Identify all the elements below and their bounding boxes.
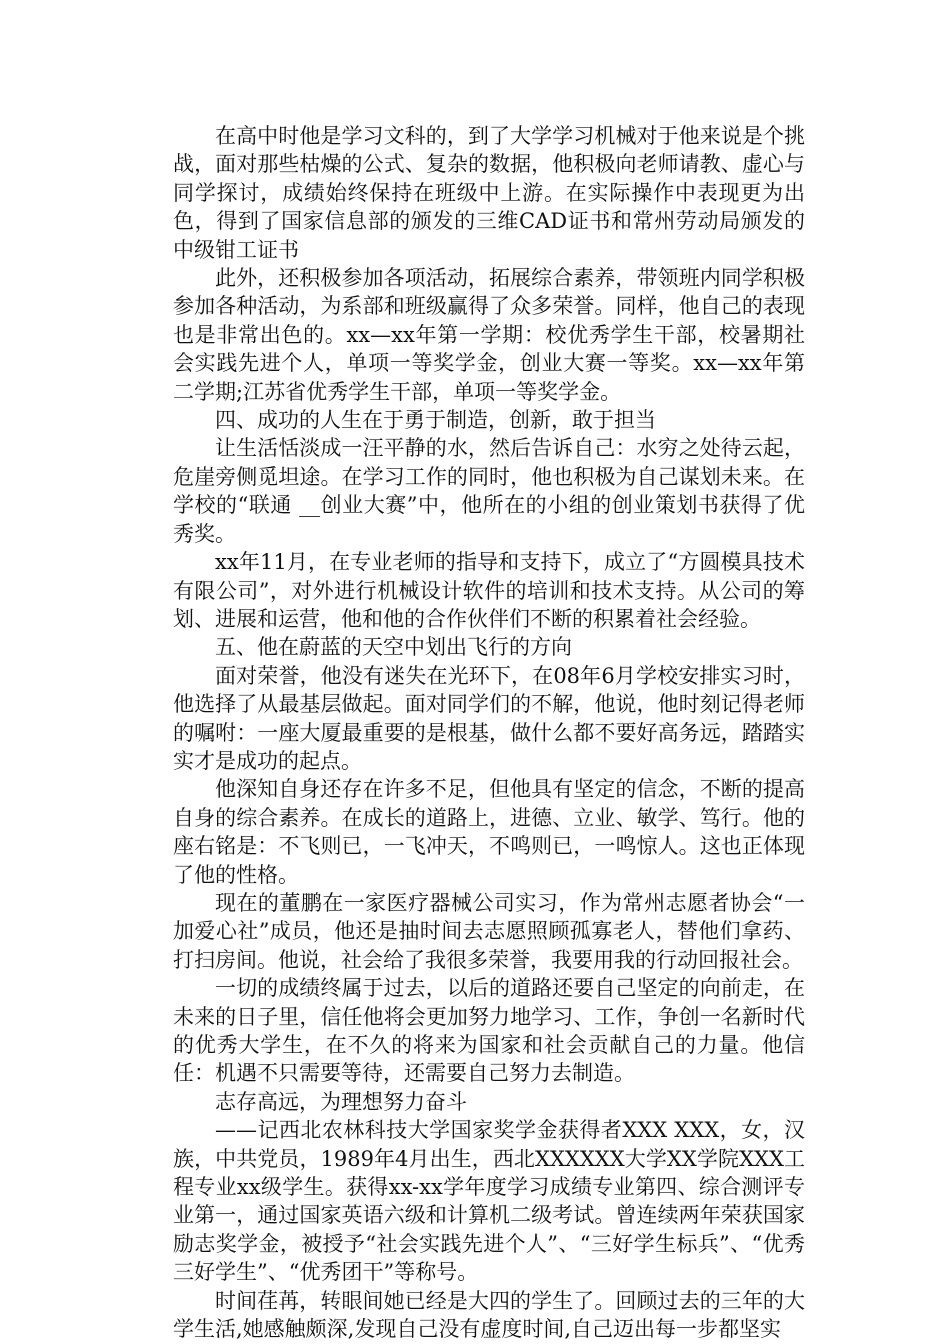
article-title: 志存高远，为理想努力奋斗: [215, 1089, 467, 1114]
paragraph: 一切的成绩终属于过去，以后的道路还要自己坚定的向前走，在未来的日子里，信任他将会更加努力地学习、工作，争创一名新时代的优秀大学生，在不久的将来为国家和社会贡献自己的力量。他信任：机遇不只需要等待，还需要自己努力去制造。: [173, 976, 805, 1086]
paragraph: 时间荏苒，转眼间她已经是大四的学生了。回顾过去的三年的大学生活,她感触颇深,发现自己没有虚度时间,自己迈出每一步都坚实: [173, 1288, 805, 1342]
paragraph: 现在的董鹏在一家医疗器械公司实习，作为常州志愿者协会“一加爱心社”成员，他还是抽时间去志愿照顾孤寡老人，替他们拿药、打扫房间。他说，社会给了我很多荣誉，我要用我的行动回报社会。: [173, 890, 805, 972]
document-body: [173, 122, 805, 1343]
paragraph: 让生活恬淡成一汪平静的水，然后告诉自己：水穷之处待云起，危崖旁侧觅坦途。在学习工作的同时，他也积极为自己谋划未来。在学校的“联通 __创业大赛”中，他所在的小组的创业策划书获得了优秀奖。: [173, 436, 805, 546]
article-subtitle-paragraph: ——记西北农林科技大学国家奖学金获得者XXX XXX，女，汉族，中共党员，1989年4月出生，西北XXXXXX大学XX学院XXX工程专业xx级学生。获得xx-xx学年度学习成绩专业第四、综合测评专业第一，通过国家英语六级和计算机二级考试。曾连续两年荣获国家励志奖学金，被授予“社会实践先进个人”、“三好学生标兵”、“优秀三好学生”、“优秀团干”等称号。: [173, 1118, 805, 1285]
paragraph: 此外，还积极参加各项活动，拓展综合素养，带领班内同学积极参加各种活动，为系部和班级赢得了众多荣誉。同样，他自己的表现也是非常出色的。xx—xx年第一学期：校优秀学生干部，校暑期社会实践先进个人，单项一等奖学金，创业大赛一等奖。xx—xx年第二学期;江苏省优秀学生干部，单项一等奖学金。: [173, 266, 805, 404]
paragraph: 他深知自身还存在许多不足，但他具有坚定的信念，不断的提高自身的综合素养。在成长的道路上，进德、立业、敏学、笃行。他的座右铭是：不飞则已，一飞冲天，不鸣则已，一鸣惊人。这也正体现了他的性格。: [173, 777, 805, 887]
paragraph: 在高中时他是学习文科的，到了大学学习机械对于他来说是个挑战，面对那些枯燥的公式、复杂的数据，他积极向老师请教、虚心与同学探讨，成绩始终保持在班级中上游。在实际操作中表现更为出色，得到了国家信息部的颁发的三维CAD证书和常州劳动局颁发的中级钳工证书: [173, 124, 805, 262]
section-heading: 五、他在蔚蓝的天空中划出飞行的方向: [215, 635, 572, 660]
paragraph: xx年11月，在专业老师的指导和支持下，成立了“方圆模具技术有限公司”，对外进行机械设计软件的培训和技术支持。从公司的筹划、进展和运营，他和他的合作伙伴们不断的积累着社会经验。: [173, 550, 805, 631]
paragraph: 面对荣誉，他没有迷失在光环下，在08年6月学校安排实习时，他选择了从最基层做起。面对同学们的不解，他说，他时刻记得老师的嘱咐：一座大厦最重要的是根基，做什么都不要好高务远，踏踏实实才是成功的起点。: [173, 663, 805, 773]
section-heading: 四、成功的人生在于勇于制造，创新，敢于担当: [215, 408, 656, 433]
